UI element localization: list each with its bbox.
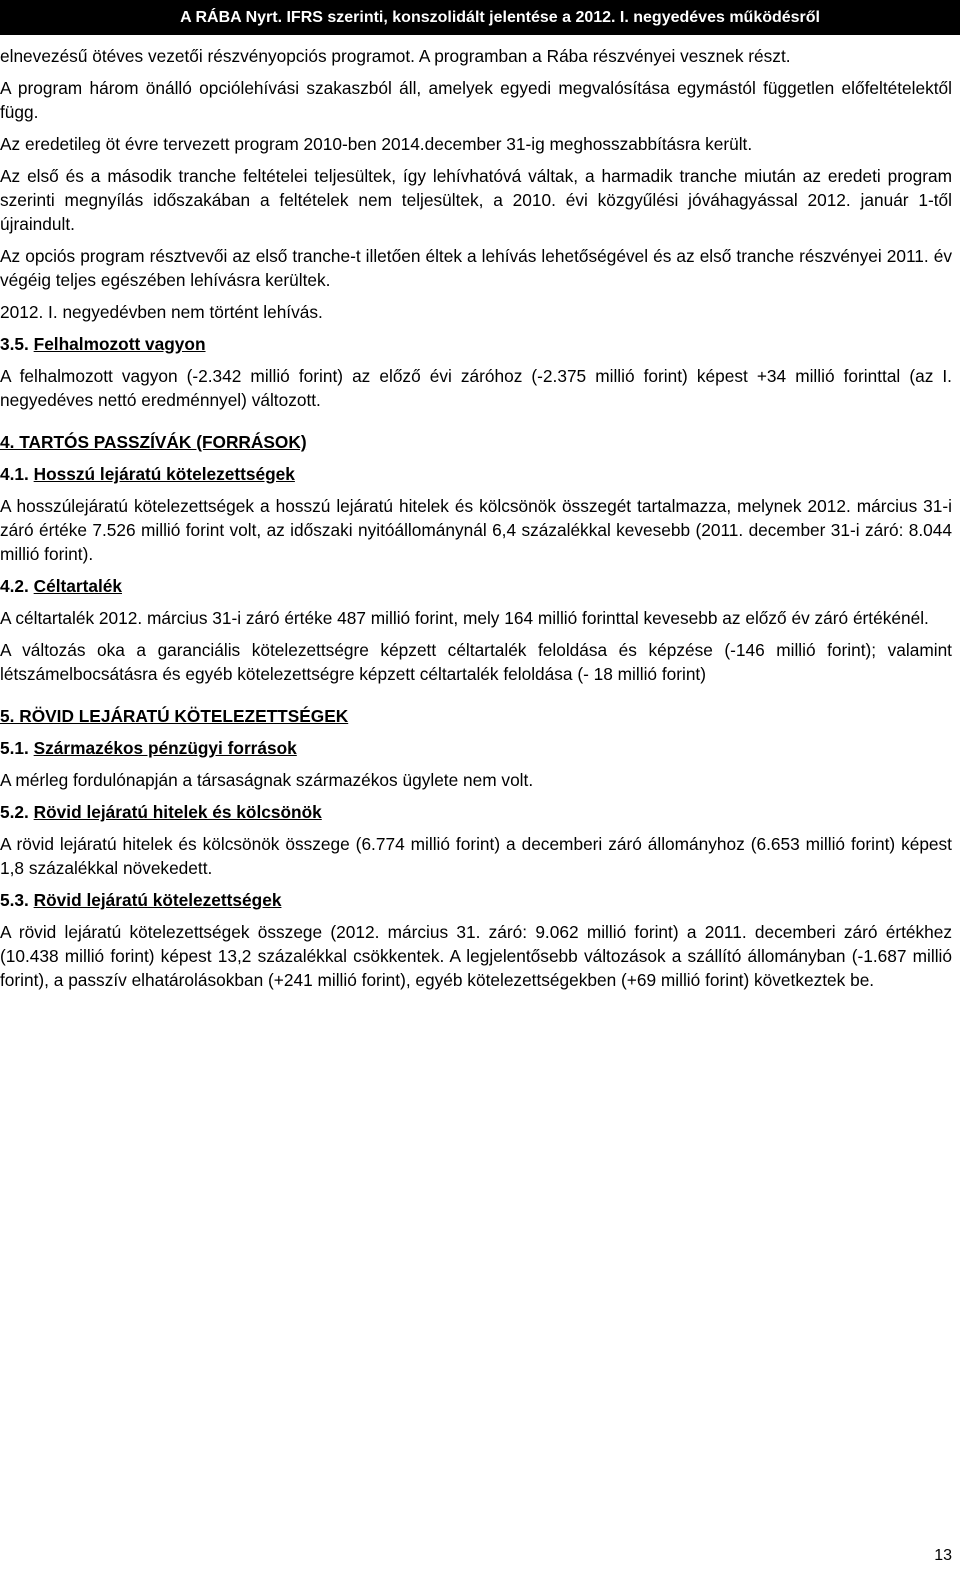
paragraph: Az opciós program résztvevői az első tranche-t illetően éltek a lehívás lehetőségével és az első tranche részvényei 2011. év végéig teljes egészében lehívásra kerültek.	[0, 246, 952, 290]
section-title: Rövid lejáratú hitelek és kölcsönök	[33, 802, 322, 822]
section-heading-5-1	[0, 736, 952, 760]
header-title: A RÁBA Nyrt. IFRS szerinti, konszolidált jelentése a 2012. I. negyedéves működésről	[180, 9, 820, 26]
section-heading-5-3	[0, 888, 952, 912]
section-heading-4-2	[0, 574, 952, 598]
paragraph: A felhalmozott vagyon (-2.342 millió forint) az előző évi záróhoz (-2.375 millió forint) képest +34 millió forinttal (az I. negyedéves nettó eredménnyel) változott.	[0, 366, 952, 410]
section-number: 3.5.	[0, 334, 29, 354]
paragraph: A céltartalék 2012. március 31-i záró értéke 487 millió forint, mely 164 millió forinttal kevesebb az előző év záró értékénél.	[0, 608, 929, 628]
section-heading-4	[0, 430, 952, 454]
section-heading-4-1	[0, 462, 952, 486]
document-header	[0, 0, 960, 35]
section-title: Hosszú lejáratú kötelezettségek	[33, 464, 295, 484]
paragraph: 2012. I. negyedévben nem történt lehívás.	[0, 302, 323, 322]
section-number: 5.3.	[0, 890, 29, 910]
section-number: 5.2.	[0, 802, 29, 822]
section-heading-5-2	[0, 800, 952, 824]
paragraph: Az eredetileg öt évre tervezett program 2010-ben 2014.december 31-ig meghosszabbításra került.	[0, 134, 753, 154]
paragraph: A program három önálló opciólehívási szakaszból áll, amelyek egyedi megvalósítása egymástól független előfeltételektől függ.	[0, 78, 952, 122]
page-content	[0, 44, 952, 1000]
paragraph: elnevezésű ötéves vezetői részvényopciós programot. A programban a Rába részvényei vesznek részt.	[0, 46, 791, 66]
section-title: Rövid lejáratú kötelezettségek	[33, 890, 282, 910]
section-title: 5. RÖVID LEJÁRATÚ KÖTELEZETTSÉGEK	[0, 706, 349, 726]
section-title: 4. TARTÓS PASSZÍVÁK (FORRÁSOK)	[0, 432, 307, 452]
section-title: Származékos pénzügyi források	[33, 738, 297, 758]
page-number: 13	[934, 1547, 952, 1564]
section-heading-5	[0, 704, 952, 728]
section-number: 4.1.	[0, 464, 29, 484]
paragraph: A rövid lejáratú kötelezettségek összege (2012. március 31. záró: 9.062 millió forint) a 2011. decemberi záró értékhez (10.438 millió forint) képest 13,2 százalékkal csökkentek. A legjelentősebb változások a szállító állományban (-1.687 millió forint), a passzív elhatárolásokban (+241 millió forint), egyéb kötelezettségekben (+69 millió forint) következtek be.	[0, 922, 952, 990]
section-number: 5.1.	[0, 738, 29, 758]
section-title: Céltartalék	[33, 576, 123, 596]
section-number: 4.2.	[0, 576, 29, 596]
paragraph: Az első és a második tranche feltételei teljesültek, így lehívhatóvá váltak, a harmadik tranche miután az eredeti program szerinti megnyílás időszakában a feltételek nem teljesültek, a 2010. évi közgyűlési jóváhagyással 2012. január 1-től újraindult.	[0, 166, 952, 234]
section-heading-3-5	[0, 332, 952, 356]
paragraph: A rövid lejáratú hitelek és kölcsönök összege (6.774 millió forint) a decemberi záró állományhoz (6.653 millió forint) képest 1,8 százalékkal növekedett.	[0, 834, 952, 878]
paragraph: A mérleg fordulónapján a társaságnak származékos ügylete nem volt.	[0, 770, 534, 790]
paragraph: A változás oka a garanciális kötelezettségre képzett céltartalék feloldása és képzése (-146 millió forint); valamint létszámelbocsátásra és egyéb kötelezettségre képzett céltartalék feloldása (- 18 millió forint)	[0, 640, 952, 684]
section-title: Felhalmozott vagyon	[33, 334, 206, 354]
paragraph: A hosszúlejáratú kötelezettségek a hosszú lejáratú hitelek és kölcsönök összegét tartalmazza, melynek 2012. március 31-i záró értéke 7.526 millió forint volt, az időszaki nyitóállománynál 6,4 százalékkal kevesebb (2011. december 31-i záró: 8.044 millió forint).	[0, 496, 952, 564]
